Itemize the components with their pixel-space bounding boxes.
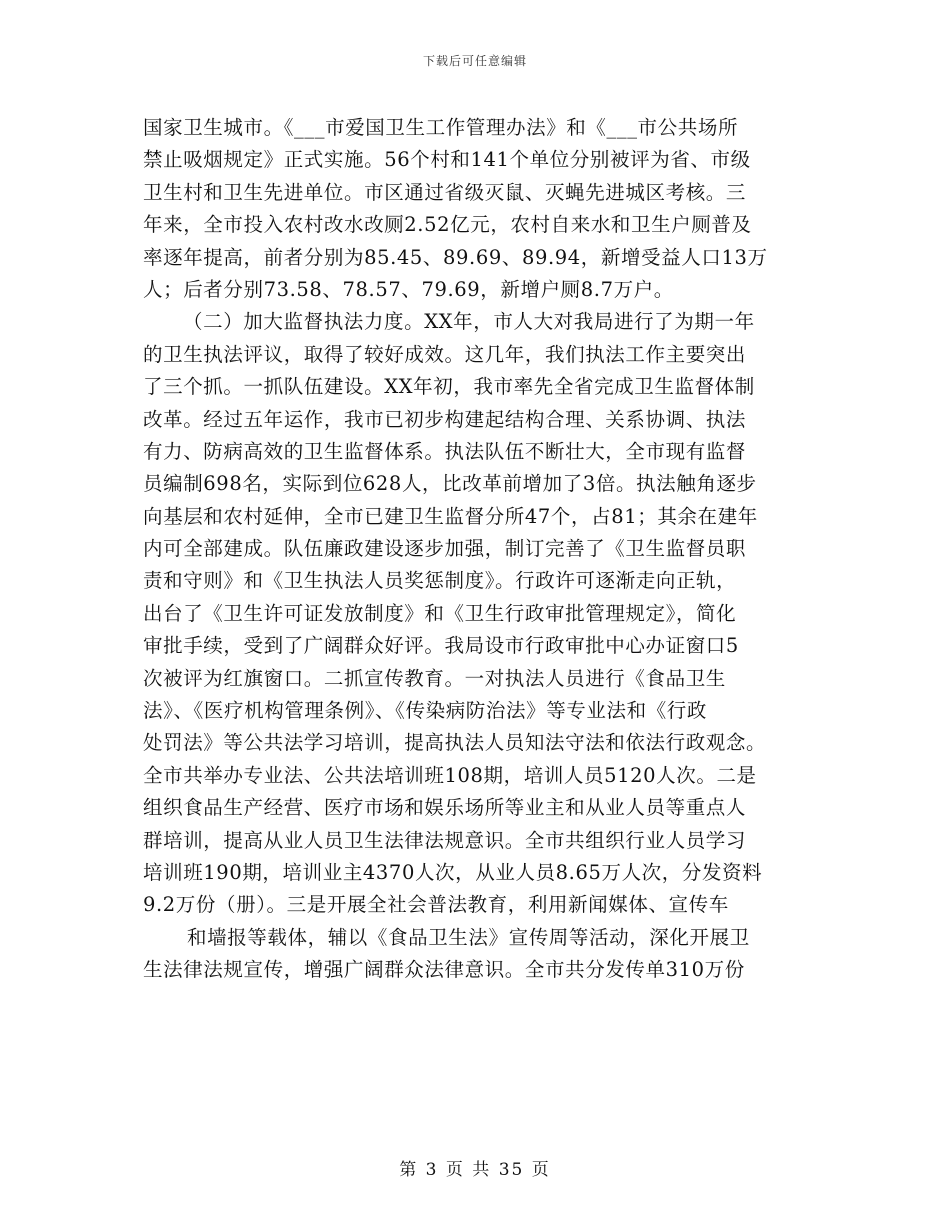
- body-line: 审批手续，受到了广阔群众好评。我局设市行政审批中心办证窗口5: [143, 634, 739, 658]
- body-line: 改革。经过五年运作，我市已初步构建起结构合理、关系协调、执法: [143, 407, 747, 431]
- body-line: 次被评为红旗窗口。二抓宣传教育。一对执法人员进行《食品卫生: [143, 666, 726, 690]
- document-body: [143, 112, 811, 987]
- body-line: 全市共举办专业法、公共法培训班108期，培训人员5120人次。二是: [143, 763, 757, 787]
- body-line: 的卫生执法评议，取得了较好成效。这几年，我们执法工作主要突出: [143, 342, 747, 366]
- body-line: 法》、《医疗机构管理条例》、《传染病防治法》等专业法和《行政: [143, 699, 708, 723]
- body-line: 率逐年提高，前者分别为85.45、89.69、89.94，新增受益人口13万: [143, 245, 768, 269]
- body-line: 卫生村和卫生先进单位。市区通过省级灭鼠、灭蝇先进城区考核。三: [143, 180, 747, 204]
- body-line: 有力、防病高效的卫生监督体系。执法队伍不断壮大，全市现有监督: [143, 439, 747, 463]
- body-line: 培训班190期，培训业主4370人次，从业人员8.65万人次，分发资料: [143, 860, 763, 884]
- page-header: 下载后可任意编辑: [422, 54, 527, 68]
- body-line: 年来，全市投入农村改水改厕2.52亿元，农村自来水和卫生户厕普及: [143, 213, 752, 237]
- body-line: 出台了《卫生许可证发放制度》和《卫生行政审批管理规定》，简化: [143, 601, 737, 625]
- body-line: 生法律法规宣传，增强广阔群众法律意识。全市共分发传单310万份: [143, 958, 745, 982]
- body-line: 责和守则》和《卫生执法人员奖惩制度》。行政许可逐渐走向正轨，: [143, 569, 737, 593]
- body-line: 了三个抓。一抓队伍建设。XX年初，我市率先全省完成卫生监督体制: [143, 375, 755, 399]
- body-line: 国家卫生城市。《___市爱国卫生工作管理办法》和《___市公共场所: [143, 116, 739, 139]
- body-line: 向基层和农村延伸，全市已建卫生监督分所47个，占81；其余在建年: [143, 504, 758, 528]
- body-line: 和墙报等载体，辅以《食品卫生法》宣传周等活动，深化开展卫: [187, 925, 750, 949]
- body-line: 群培训，提高从业人员卫生法律法规意识。全市共组织行业人员学习: [143, 828, 747, 852]
- body-line: 员编制698名，实际到位628人，比改革前增加了3倍。执法触角逐步: [143, 472, 757, 496]
- body-line: 禁止吸烟规定》正式实施。56个村和141个单位分别被评为省、市级: [143, 148, 751, 172]
- body-line: 组织食品生产经营、医疗市场和娱乐场所等业主和从业人员等重点人: [143, 796, 747, 820]
- page-footer: 第 3 页 共 35 页: [399, 1160, 551, 1180]
- body-line: 内可全部建成。队伍廉政建设逐步加强，制订完善了《卫生监督员职: [143, 537, 747, 561]
- body-line: （二）加大监督执法力度。XX年，市人大对我局进行了为期一年: [183, 310, 755, 334]
- body-line: 9.2万份（册）。三是开展全社会普法教育，利用新闻媒体、宣传车: [143, 893, 729, 917]
- body-line: 处罚法》等公共法学习培训，提高执法人员知法守法和依法行政观念。: [143, 731, 767, 755]
- body-line: 人；后者分别73.58、78.57、79.69，新增户厕8.7万户。: [143, 277, 674, 301]
